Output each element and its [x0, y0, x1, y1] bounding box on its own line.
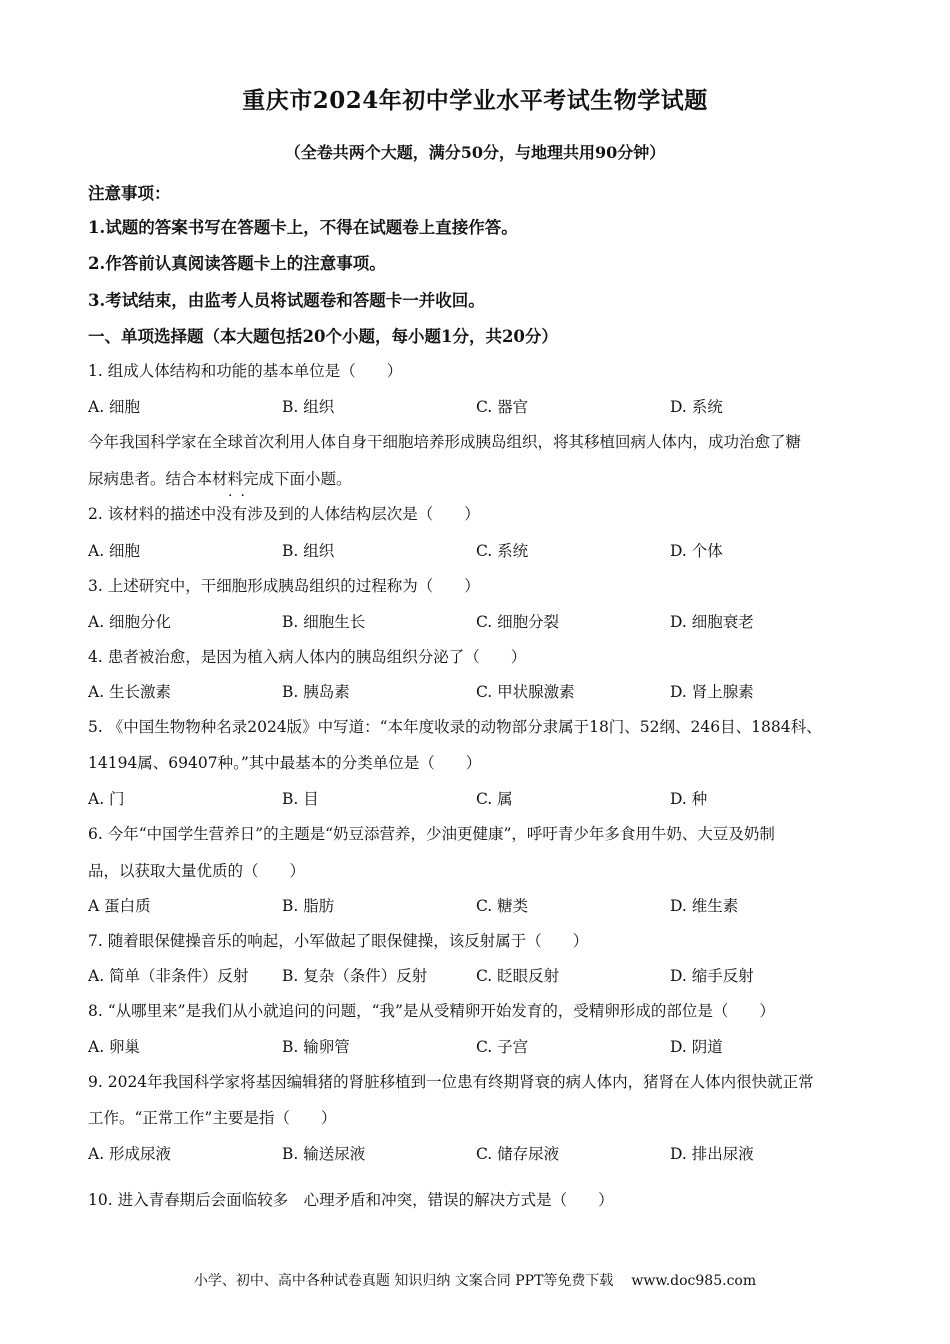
- notes-heading: 注意事项：: [88, 184, 171, 203]
- question-stem: 10. 进入青春期后会面临较多 心理矛盾和冲突，错误的解决方式是（ ）: [88, 1191, 614, 1209]
- option-c: C. 系统: [476, 542, 529, 560]
- options-row: [88, 964, 868, 988]
- options-row: [88, 1035, 868, 1059]
- option-c: C. 糖类: [476, 897, 529, 915]
- options-row: [88, 680, 868, 704]
- option-b: B. 细胞生长: [282, 613, 366, 631]
- question-stem: 9. 2024年我国科学家将基因编辑猪的肾脏移植到一位患有终期肾衰的病人体内，猪肾在人体内很快就正常: [88, 1073, 814, 1091]
- page-footer: [0, 1270, 950, 1290]
- option-d: D. 缩手反射: [670, 967, 754, 985]
- option-a: A. 门: [88, 790, 125, 808]
- option-d: D. 种: [670, 790, 708, 808]
- option-d: D. 肾上腺素: [670, 683, 754, 701]
- option-d: D. 排出尿液: [670, 1145, 754, 1163]
- option-c: C. 细胞分裂: [476, 613, 560, 631]
- option-a: A. 细胞: [88, 398, 141, 416]
- option-c: C. 子宫: [476, 1038, 529, 1056]
- options-row: [88, 1142, 868, 1166]
- options-row: [88, 539, 868, 563]
- option-c: C. 甲状腺激素: [476, 683, 575, 701]
- question-stem: 品，以获取大量优质的（ ）: [88, 862, 306, 880]
- options-row: [88, 395, 868, 419]
- option-d: D. 维生素: [670, 897, 739, 915]
- option-b: B. 脂肪: [282, 897, 335, 915]
- option-a: A. 简单（非条件）反射: [88, 967, 249, 985]
- option-c: C. 储存尿液: [476, 1145, 560, 1163]
- question-stem: 3. 上述研究中，干细胞形成胰岛组织的过程称为（ ）: [88, 577, 480, 595]
- option-b: B. 组织: [282, 542, 335, 560]
- option-d: D. 个体: [670, 542, 723, 560]
- emphasis-dots: ··: [228, 488, 253, 504]
- option-a: A 蛋白质: [88, 897, 151, 915]
- option-c: C. 眨眼反射: [476, 967, 560, 985]
- section-heading: 一、单项选择题（本大题包括20个小题，每小题1分，共20分）: [88, 327, 558, 346]
- note-item: 3.考试结束，由监考人员将试题卷和答题卡一并收回。: [88, 291, 485, 310]
- option-d: D. 系统: [670, 398, 723, 416]
- option-b: B. 组织: [282, 398, 335, 416]
- material-text: 今年我国科学家在全球首次利用人体自身干细胞培养形成胰岛组织，将其移植回病人体内，成功治愈了糖: [88, 433, 802, 451]
- question-stem: 4. 患者被治愈，是因为植入病人体内的胰岛组织分泌了（ ）: [88, 648, 527, 666]
- option-c: C. 器官: [476, 398, 529, 416]
- page-title: 重庆市2024年初中学业水平考试生物学试题: [242, 87, 708, 114]
- options-row: [88, 787, 868, 811]
- options-row: [88, 894, 868, 918]
- question-stem: 14194属、69407种。”其中最基本的分类单位是（ ）: [88, 754, 482, 772]
- footer-url-link[interactable]: www.doc985.com: [631, 1273, 757, 1289]
- options-row: [88, 610, 868, 634]
- question-stem: 6. 今年“中国学生营养日”的主题是“奶豆添营养，少油更健康”，呼吁青少年多食用牛奶、大豆及奶制: [88, 825, 775, 843]
- option-b: B. 目: [282, 790, 319, 808]
- page-subtitle: （全卷共两个大题，满分50分，与地理共用90分钟）: [284, 143, 666, 162]
- question-stem: 5. 《中国生物物种名录2024版》中写道：“本年度收录的动物部分隶属于18门、52纲、246目、1884科、: [88, 718, 822, 736]
- note-item: 2.作答前认真阅读答题卡上的注意事项。: [88, 254, 386, 273]
- option-a: A. 细胞分化: [88, 613, 172, 631]
- question-stem: 7. 随着眼保健操音乐的响起，小军做起了眼保健操，该反射属于（ ）: [88, 932, 589, 950]
- option-a: A. 卵巢: [88, 1038, 141, 1056]
- option-b: B. 复杂（条件）反射: [282, 967, 428, 985]
- option-b: B. 输送尿液: [282, 1145, 366, 1163]
- footer-text: 小学、初中、高中各种试卷真题 知识归纳 文案合同 PPT等免费下载: [193, 1273, 614, 1289]
- option-d: D. 细胞衰老: [670, 613, 754, 631]
- note-item: 1.试题的答案书写在答题卡上，不得在试题卷上直接作答。: [88, 218, 518, 237]
- option-a: A. 细胞: [88, 542, 141, 560]
- question-stem: 2. 该材料的描述中没有涉及到的人体结构层次是（ ）: [88, 505, 480, 523]
- material-text: 尿病患者。结合本材料完成下面小题。: [88, 470, 352, 488]
- option-c: C. 属: [476, 790, 513, 808]
- question-stem: 1. 组成人体结构和功能的基本单位是（ ）: [88, 362, 403, 380]
- option-a: A. 形成尿液: [88, 1145, 172, 1163]
- option-b: B. 输卵管: [282, 1038, 350, 1056]
- option-d: D. 阴道: [670, 1038, 723, 1056]
- option-b: B. 胰岛素: [282, 683, 350, 701]
- question-stem: 8. “从哪里来”是我们从小就追问的问题，“我”是从受精卵开始发育的，受精卵形成的部位是（ ）: [88, 1002, 775, 1020]
- question-stem: 工作。“正常工作”主要是指（ ）: [88, 1109, 337, 1127]
- option-a: A. 生长激素: [88, 683, 172, 701]
